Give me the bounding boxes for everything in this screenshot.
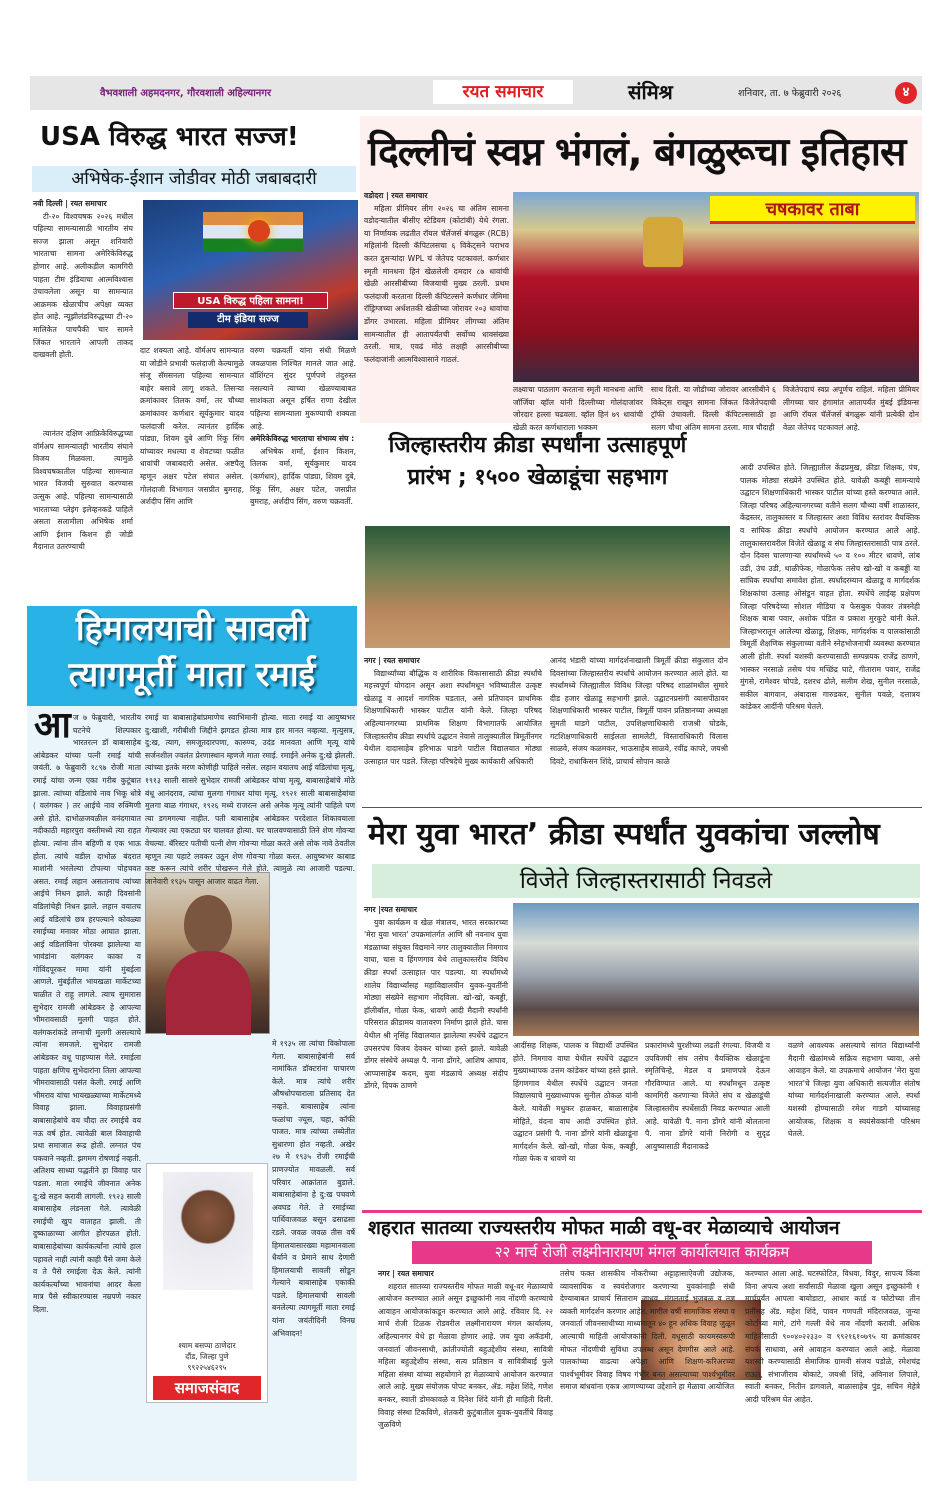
sports-col2-text: आनंद भंडारी यांच्या मार्गदर्शनाखाली त्रिमूर्ती क्रीडा संकुलात दोन दिवसांच्या जिल्हास्तरीय स्पर्धांचे आयोजन करण्यात आले होते. या स्पर्धांमध्ये जिल्ह्यातील विविध जिल्हा परिषद शाळांमधील सुमारे दीड हजार खेळाडू सहभागी झाले. उद्घाटनप्रसंगी व्यासपीठावर शिक्षणाधिकारी भास्कर पाटील, त्रिमूर्ती पावन प्रतिष्ठानच्या अध्यक्षा सुमती घाडगे पाटील, उपशिक्षणाधिकारी राजश्री घोडके, गटशिक्षणाधिकारी साईलता सामलेटी, विस्ताराधिकारी विलास साळवे, संजय कळमकर, भाऊसाहेब साळवे, रवींद्र कापरे, जयश्री दिवटे, राधाकिसन शिंदे, प्राचार्य सोपान काळे xyxy=(550,656,728,766)
marriage-subhead: २२ मार्च रोजी लक्ष्मीनारायण मंगल कार्यालयात कार्यक्रम xyxy=(412,1241,872,1264)
usa-col1-text: टी-२० विश्वचषक २०२६ मधील पहिल्या सामन्यासाठी भारतीय संघ सज्ज झाला असून शनिवारी भारताचा सामना अमेरिकेविरुद्ध होणार आहे. अलीकडील कामगिरी पाहता टीम इंडियाचा आत्मविश्वास उंचावलेला असून या सामन्यात आक्रमक खेळाचीच अपेक्षा व्यक्त होत आहे. न्यूझीलंडविरुद्धच्या टी-२० मालिकेत पाचपैकी चार सामने जिंकत भारताने आपली ताकद दाखवली होती. xyxy=(33,211,133,360)
author-info xyxy=(147,1340,267,1373)
author-photo xyxy=(163,1172,253,1290)
ramai-dropcap: आ xyxy=(34,705,71,746)
mybharat-col2-text: आदींसह शिक्षक, पालक व विद्यार्थी उपस्थित होते. निमगाव वाघा येथील स्पर्धेचे उद्घाटन मुख्याध्यापक उत्तम कांडेकर यांच्या हस्ते झाले. हिंगणगाव येथील स्पर्धेचे उद्घाटन जनता विद्यालयाचे मुख्याध्यापक सुनील ठोकळ यांनी केले. यावेळी मधुकर हाळकर, बाळासाहेब मोहिते, वंदना वाघ आदी उपस्थित होते. उद्घाटन प्रसंगी पै. नाना डोंगरे यांनी खेळाडूंना मार्गदर्शन केले. खो-खो, गोळा फेक, कबड्डी, गोळा फेक व धावणे या xyxy=(513,1041,638,1164)
mybharat-col1 xyxy=(364,904,508,1214)
usa-col2 xyxy=(140,345,244,595)
marriage-col3-text: करण्यात आला आहे. घटस्फोटित, विधवा, विदुर, सापत्य किंवा विना अपत्य अशा सर्वांसाठी मेळावा खुला असून इच्छुकांनी १ मार्चपर्यंत आपला बायोडाटा, आधार कार्ड व फोटोच्या तीन प्रतींसह ॲड. महेश शिंदे, पावन गणपती मंदिराजवळ, जुन्या कोर्टाच्या मागे, टांगे गल्ली येथे नाव नोंदणी करावी. अधिक माहितीसाठी ९००४०२२३३० व ९९२१६१०७९५ या क्रमांकावर संपर्क साधावा, असे आवाहन करण्यात आले आहे. मेळावा यशस्वी करण्यासाठी सेमाजिक ग्रामवी संजय पडोळे, रमेशचंद्र राऊत, संभाजीराव बोकाटे, जयश्री शिंदे, अविनाश लिपाले, स्वाती बनकर, नितीन डागवाले, बाळासाहेब पुंड, सचिन मेहेत्रे आदी परिश्रम घेत आहेत. xyxy=(745,1269,920,1404)
wpl-col2-text: लक्ष्याचा पाठलाग करताना स्मृती मानधना आणि जॉर्जिया व्हॉल यांनी दिल्लीच्या गोलंदाजांवर जोरदार हल्ला चढवला. व्हॉल हिनं ७९ धावांची खेळी करत कर्णधाराला भक्कम xyxy=(513,385,643,432)
sports-col3-text: आदी उपस्थित होते. जिल्ह्यातील केंद्रप्रमुख, क्रीडा शिक्षक, पंच, पालक मोठ्या संख्येने उपस्थित होते. यावेळी कबड्डी सामन्याचे उद्घाटन शिक्षणाधिकारी भास्कर पाटील यांच्या हस्ते करण्यात आले. जिल्हा परिषद अहिल्यानगरच्या वतीने सलग चौथ्या वर्षी शाळास्तर, केंद्रस्तर, तालुकास्तर व जिल्हास्तर अशा विविध स्तरांवर वैयक्तिक व सांघिक क्रीडा स्पर्धांचे आयोजन करण्यात आले आहे. तालुकास्तरावरील विजेते खेळाडू व संघ जिल्हास्तरासाठी पात्र ठरले. दोन दिवस चालणाऱ्या स्पर्धांमध्ये ५० व १०० मीटर धावणे, लांब उडी, उंच उडी, थाळीफेक, गोळाफेक तसेच खो-खो व कबड्डी या सांघिक स्पर्धांचा समावेश होता. स्पर्धांदरम्यान खेळाडू व मार्गदर्शक शिक्षकांचा उत्साह ओसंडून वाहत होता. स्पर्धेचे लाईव्ह प्रक्षेपण जिल्हा परिषदेच्या सोशल मीडिया व फेसबुक पेजवर तंत्रस्नेही शिक्षक बाबा पवार, अशोक पंडित व प्रकाश मुरकुटे यांनी केले. जिल्हाभरातून आलेल्या खेळाडू, शिक्षक, मार्गदर्शक व पालकांसाठी त्रिमूर्ती शैक्षणिक संकुलाच्या वतीने स्नेहभोजनाची व्यवस्था करण्यात आली होती. स्पर्धा यशस्वी करण्यासाठी सम्पन्नयक राजेंद्र ठाणगे, भास्कर नरसाळे तसेच पंच मच्छिंद्र घाटे, गीताराम पवार, राजेंद्र मुंगसे, रामेश्वर चोपडे, दशरथ ढोले, सलीम शेख, सुनील नरसाळे, सकील बागवान, अंबादास गारुडकर, सुनील पवळे, दत्तात्रय कांडेकर आदींनी परिश्रम घेतले. xyxy=(740,463,920,712)
mybharat-col2 xyxy=(513,1040,638,1215)
cricket-ball-icon xyxy=(248,220,270,242)
marriage-col2 xyxy=(560,1268,735,1483)
portrait-saree xyxy=(166,951,251,1035)
ramai-col2b-text: मे १९३५ ला त्यांचा विकोपाला गेला. बाबासाहेबांनी सर्व नामांकित डॉक्टरांना पाचारण केले. मात्र त्यांचे शरीर औषधोपचाराला प्रतिसाद देत नव्हते. बाबासाहेब त्यांना फळांचा ज्यूस, चहा, कॉफी पाजत. मात्र त्यांच्या तब्येतीत सुधारणा होत नव्हती. अखेर २७ मे १९३५ रोजी रमाईंची प्राणज्योत मावळली. सर्व परिवार आक्रांतात बुडाले. बाबासाहेबांना हे दु:ख पचवणे अवघड गेले. ते रमाईच्या पार्थिवाजवळ बसून ढसाढसा रडले. जवळ जवळ तीस वर्षे हिमालयासारख्या महामानवाला धैर्याने व प्रेमाने साथ देणारी हिमालयाची सावली सोडून गेल्याने बाबासाहेब एकाकी पडले. हिमालयाची सावली बनलेल्या त्यागमूर्ती माता रमाई यांना जयंतीदिनी विनम्र अभिवादन! xyxy=(272,1039,355,1338)
marriage-dateline: नगर | रयत समाचार xyxy=(378,1269,434,1278)
ramai-col1 xyxy=(33,712,141,1477)
mybharat-headline: मेरा युवा भारत’ क्रीडा स्पर्धांत युवकांचा जल्लोष xyxy=(368,817,880,852)
column-tag: समाजसंवाद xyxy=(153,1376,261,1400)
sports-col1-text: विद्यार्थ्यांच्या बौद्धिक व शारीरिक विकासासाठी क्रीडा स्पर्धांचे महत्त्वपूर्ण योगदान असून अशा स्पर्धांमधून भविष्यातील उत्कृष्ट खेळाडू व आदर्श नागरिक घडतात, असे प्रतिपादन प्राथमिक शिक्षणाधिकारी भास्कर पाटील यांनी केले. जिल्हा परिषद अहिल्यानगरच्या प्राथमिक शिक्षण विभागातर्फे आयोजित जिल्हास्तरीय क्रीडा स्पर्धांचे उद्घाटन नेवासे तालुक्यातील त्रिमूर्तीनगर येथील दादासाहेब हरिभाऊ घाडगे पाटील विद्यालयात मोठ्या उत्साहात पार पडले. जिल्हा परिषदेचे मुख्य कार्यकारी अधिकारी xyxy=(364,668,542,766)
wpl-col4 xyxy=(783,384,919,432)
squad-list: अभिषेक शर्मा, ईशान किशन, तिलक वर्मा, सूर्यकुमार यादव (कर्णधार), हार्दिक पांड्या, शिवम दुबे, रिंकू सिंग, अक्षर पटेल, जसप्रीत बुमराह, अर्शदीप सिंग, वरुण चक्रवर्ती. xyxy=(250,446,356,507)
portrait-face xyxy=(184,895,232,955)
wpl-dateline: वडोदरा | रयत समाचार xyxy=(364,191,428,200)
divider xyxy=(362,807,922,808)
usa-headline: USA विरुद्ध भारत सज्ज! xyxy=(40,122,299,152)
usa-col1b-text: त्यानंतर दक्षिण आफ्रिकेविरुद्धच्या वॉर्मअप सामन्यातही भारतीय संघाने विजय मिळवला. त्यामुळे विश्वचषकातील पहिल्या सामन्यात भारत विजयी सुरुवात करण्यास उत्सुक आहे. पहिल्या सामन्यासाठी भारताच्या प्लेइंग इलेव्हनकडे पाहिले असता सलामीला अभिषेक शर्मा आणि ईशान किशन ही जोडी मैदानात उतरण्याची xyxy=(33,429,133,552)
ramai-col2a-text: रमाई या बाबासाहेबांप्रमाणेच स्वाभिमानी होत्या. माता रमाई या आयुष्यभर दु:खाशी, गरीबीशी जिद्दीने झगडत होत्या मात्र हार मानत नव्हत्या. मृत्युसत्र, दु:ख, त्याग, समजूतदारपणा, कारुण्य, उदंड मानवता आणि मृत्यू यांचे सर्जनशील ज्वलंत प्रेरणास्थान म्हणजे माता रमाई. रमाईने अनेक दु:खे झेलली. त्यांच्या इतके मरण कोणीही पाहिले नसेल. लहान वयातच आई वडिलांचा मृत्यू, १९१३ साली सासरे सुभेदार रामजी आंबेडकर यांचा मृत्यू, बाबासाहेबांचे मोठे बंधू आनंदराव, त्यांचा मुलगा गंगाधर यांचा मृत्यू. १९२१ साली बाबासाहेबांचा मुलगा बाळ गंगाधर, १९२६ मध्ये राजरत्न असे अनेक मृत्यू त्यांनी पाहिले पण त्या डगमगल्या नाहीत. पती बाबासाहेब आंबेडकर परदेशात शिकावयाला गेल्यावर त्या एकट्या घर चालवत होत्या. घर चालवण्यासाठी तिने शेण गोवऱ्या वेचल्या. बॅरिस्टर पतीची पत्नी शेण गोवऱ्या गोळा करते असे लोक नावे ठेवतील म्हणून त्या पहाटे लवकर उठून शेण गोवऱ्या गोळा करत. आयुष्यभर काबाड कष्ट करून त्यांचे शरीर पोखरून गेले होते. त्यामुळे त्या आजारी पडल्या. जानेवारी १९३५ पासून आजार वाढत गेला. xyxy=(145,713,355,886)
trophy-icon xyxy=(643,217,683,267)
mybharat-col4 xyxy=(788,1040,920,1215)
usa-col2-text: दाट शक्यता आहे. वॉर्मअप सामन्यात या जोडीने प्रभावी फलंदाजी केल्यामुळे संजू सॅमसनला पहिल्या सामन्यात बाहेर बसावे लागू शकते. तिसऱ्या क्रमांकावर तिलक वर्मा, तर चौथ्या क्रमांकावर कर्णधार सूर्यकुमार यादव फलंदाजी करेल. त्यानंतर हार्दिक पांड्या, शिवम दुबे आणि रिंकू सिंग यांच्यावर मधल्या व शेवटच्या फळीत धावांची जबाबदारी असेल. अष्टपैलू म्हणून अक्षर पटेल संघात असेल. गोलंदाजी विभागात जसप्रीत बुमराह, अर्शदीप सिंग आणि xyxy=(140,346,244,507)
ramai-headline xyxy=(27,606,357,706)
wpl-badge: चषकावर ताबा xyxy=(765,199,860,220)
page-number: ४ xyxy=(895,82,917,104)
ramai-headline-line1: हिमालयाची सावली xyxy=(75,609,309,649)
masthead: रयत समाचार xyxy=(433,80,573,104)
wpl-col1-text: महिला प्रीमियर लीग २०२६ चा अंतिम सामना वडोदऱ्यातील बीसीए स्टेडियम (कोटांबी) येथे रंगला. या निर्णायक लढतीत रॉयल चॅलेंजर्स बंगळुरू (RCB) महिलांनी दिल्ली कॅपिटलसचा ६ विकेट्सने पराभव करत दुसऱ्यांदा WPL चं जेतेपद पटकावलं. कर्णधार स्मृती मानधना हिनं खेळलेली दमदार ८७ धावांची खेळी आरसीबीच्या विजयाची मुख्य ठरली. प्रथम फलंदाजी करताना दिल्ली कॅपिटल्सने कर्णधार जेमिमा रॉड्रिग्जच्या अर्धशतकी खेळीच्या जोरावर २०३ धावांचा डोंगर उभारला. महिला प्रीमियर लीगच्या अंतिम सामन्यातील ही आतापर्यंतची सर्वोच्च धावसंख्या ठरली. मात्र, एवढं मोठं लक्षही आरसीबीच्या फलंदाजांनी आत्मविश्वासाने गाठलं. xyxy=(364,203,509,364)
usa-subhead: अभिषेक-ईशान जोडीवर मोठी जबाबदारी xyxy=(32,166,356,192)
author-phone: ९९२२५४६२९५ xyxy=(187,1363,227,1372)
ramai-headline-line2: त्यागमूर्ती माता रमाई xyxy=(68,655,316,695)
wpl-headline: दिल्लीचं स्वप्न भंगलं, बंगळुरूचा इतिहास xyxy=(368,130,906,175)
mybharat-col1-text: युवा कार्यक्रम व खेळ मंत्रालय, भारत सरकारच्या 'मेरा युवा भारत' उपक्रमांतर्गत आणि श्री नवनाथ युवा मंडळाच्या संयुक्त विद्यमाने नगर तालुक्यातील निमगाव वाघा, चास व हिंगणगाव येथे तालुकास्तरीय विविध क्रीडा स्पर्धा उत्साहात पार पडल्या. या स्पर्धांमध्ये शालेय विद्यार्थ्यांसह महाविद्यालयीन युवक-युवतींनी मोठ्या संख्येने सहभाग नोंदविला. खो-खो, कबड्डी, हॉलीबॉल, गोळा फेक, धावणे आदी मैदानी स्पर्धांनी परिसरात क्रीडामय वातावरण निर्माण झाले होते. चास येथील श्री नृसिंह विद्यालयात झालेल्या स्पर्धेचे उद्घाटन उपसरपंच विजय देवकर यांच्या हस्ते झाले. यावेळी डोंगर संस्थेचे अध्यक्ष पै. नाना डोंगरे, आशिष आघाव, आप्पासाहेब कदम, युवा मंडळाचे अध्यक्ष संदीप डोंगरे, दिपक ठाणगे xyxy=(364,917,508,1091)
pink-divider xyxy=(362,1210,922,1213)
usa-col1b xyxy=(33,428,133,596)
wpl-col1 xyxy=(364,190,509,420)
tagline: वैभवशाली अहमदनगर, गौरवशाली अहिल्यानगर xyxy=(100,88,272,99)
mybharat-col4-text: वळणे आवश्यक असल्याचे सांगत विद्यार्थ्यांनी मैदानी खेळांमध्ये सक्रिय सहभाग घ्यावा, असे आवाहन केले. या उपक्रमाचे आयोजन 'मेरा युवा भारत'चे जिल्हा युवा अधिकारी सत्यजीत संतोष यांच्या मार्गदर्शनाखाली करण्यात आले. स्पर्धा यशस्वी होण्यासाठी रमेश गाडगे यांच्यासह आयोजक, शिक्षक व स्वयंसेवकांनी परिश्रम घेतले. xyxy=(788,1041,920,1139)
sports-col2 xyxy=(550,655,728,805)
wpl-col3 xyxy=(651,384,776,432)
mybharat-col3-text: प्रकारांमध्ये चुरशीच्या लढती रंगल्या. विजयी व उपविजयी संघ तसेच वैयक्तिक खेळाडूंना स्मृतिचिन्हे, मेडल व प्रमाणपत्रे देऊन गौरविण्यात आले. या स्पर्धांमधून उत्कृष्ट कामगिरी करणाऱ्या विजेते संघ व खेळाडूंची जिल्हास्तरीय स्पर्धेसाठी निवड करण्यात आली आहे. यावेळी पै. नाना डोंगरे यांनी बोलताना पै. नाना डोंगरे यांनी निरोगी व सुदृढ आयुष्यासाठी मैदानाकडे xyxy=(645,1041,770,1151)
usa-dateline: नवी दिल्ली | रयत समाचार xyxy=(33,199,107,208)
section-name: संमिश्र xyxy=(628,80,673,104)
sports-headline-line2: प्रारंभ ; १५०० खेळाडूंचा सहभाग xyxy=(407,465,668,490)
ramai-col2b xyxy=(272,1038,355,1478)
marriage-headline: शहरात सातव्या राज्यस्तरीय मोफत माळी वधू-वर मेळाव्याचे आयोजन xyxy=(368,1217,840,1239)
usa-col3-text: वरुण चक्रवर्ती यांना संधी मिळणे जवळपास निश्चित मानले जात आहे. वॉशिंग्टन सुंदर पूर्णपणे तंदुरुस्त नसल्याने त्याच्या खेळण्याबाबत साशंकता असून हर्षित राणा देखील पहिल्या सामन्याला मुकण्याची शक्यता आहे. xyxy=(250,346,356,431)
usa-col1 xyxy=(33,198,133,426)
marriage-col2-text: तसेच फक्त शासकीय नोकरीच्या अट्टाहासाऐवजी उद्योजक, व्यावसायिक व स्वयंरोजगार करणाऱ्या युवकांनाही संधी देण्याबाबत प्राचार्य सिताराम जाधव, मंगलताई भुजबळ व तज्ञ व्यक्ती मार्गदर्शन करणार आहेत. मागील वर्षी सामाजिक संस्था व जनवार्ता जीवनसाथीच्या माध्यमातून ४० हून अधिक विवाह जुळून आल्याची माहिती आयोजकांनी दिली. वधूसाठी कायमस्वरूपी मोफत नोंदणीची सुविधा उपलब्ध असून देणगीस आले आहे. पालकांच्या वाढत्या अपेक्षा आणि शिक्षण-करिअरच्या पार्श्वभूमीवर विवाह विषय गंभीर बनत असल्याच्या पार्श्वभूमीवर समाज बांधवांना एकत्र आणण्याच्या उद्देशाने हा मेळावा आयोजित xyxy=(560,1269,735,1392)
squad-label: अमेरिकेविरुद्ध भारताचा संभाव्य संघ : xyxy=(250,434,355,444)
mybharat-dateline: नगर |रयत समाचार xyxy=(364,905,418,914)
marriage-col3 xyxy=(745,1268,920,1483)
author-name: श्याम बसप्पा ठाणेदार xyxy=(178,1341,236,1350)
wpl-col3-text: साथ दिली. या जोडीच्या जोरावर आरसीबीने ६ विकेट्स राखून सामना जिंकत विजेतेपदाची ट्रॉफी उंचावली. दिल्ली कॅपिटल्ससाठी हा सलग चौथा अंतिम सामना ठरला. मात्र चौदाही xyxy=(651,385,776,432)
usa-india-image xyxy=(143,200,358,340)
mybharat-subhead: विजेते जिल्हास्तरासाठी निवडले xyxy=(372,864,920,898)
image-caption-top: USA विरुद्ध पहिला सामना! xyxy=(173,292,328,309)
marriage-col1-text: शहरात सातव्या राज्यस्तरीय मोफत माळी वधू-वर मेळाव्याचे आयोजन करण्यात आले असून इच्छुकांनी नाव नोंदणी करण्याचे आवाहन आयोजकांकडून करण्यात आले आहे. रविवार दि. २२ मार्च रोजी टिळक रोडवरील लक्ष्मीनारायण मंगल कार्यालय, अहिल्यानगर येथे हा मेळावा होणार आहे. जय युवा अकॅडमी, जनवार्ता जीवनसाथी, क्रांतीज्योती बहुउद्देशीय संस्था, सावित्री महिला बहुउद्देशीय संस्था, सत्य प्रतिष्ठान व सावित्रीबाई फुले महिला संस्था यांच्या सहयोगाने हा मेळाव्याचे आयोजन करण्यात आले आहे. मुख्य संयोजक पोपट बनकर, ॲड. महेश शिंदे, गणेश बनकर, स्वाती डोमकावळे व दिनेश शिंदे यांनी ही माहिती दिली. विवाह संस्था टिकविणे, शेतकरी कुटुंबातील युवक-युवतींचे विवाह जुळविणे xyxy=(378,1281,553,1430)
author-place: दौंड, जिल्हा पुणे xyxy=(185,1352,229,1361)
sports-col3 xyxy=(740,462,920,802)
issue-date: शनिवार, ता. ७ फेब्रुवारी २०२६ xyxy=(738,88,842,99)
wpl-col4-text: विजेतेपदाचं स्वप्न अपूर्णच राहिलं. महिला प्रीमियर लीगच्या चार हंगामांत आतापर्यंत मुंबई इंडियन्स आणि रॉयल चॅलेंजर्स बंगळुरू यांनी प्रत्येकी दोन वेळा जेतेपद पटकावलं आहे. xyxy=(783,385,919,432)
mybharat-col3 xyxy=(645,1040,770,1215)
wpl-badge-box xyxy=(710,196,915,224)
usa-col3 xyxy=(250,345,356,595)
mybharat-winners-photo xyxy=(513,903,919,1036)
ramai-portrait xyxy=(145,872,270,1034)
ramai-col1-text: ज ७ फेब्रुवारी, भारतीय घटनेचे शिल्पकार भारतरत्न डॉ बाबासाहेब आंबेडकर यांच्या पत्नी रमाई यांची जयंती. ७ फेब्रुवारी १८९७ रोजी माता रमाई यांचा जन्म एका गरीब कुटूंबात झाला. त्यांच्या वडिलांचे नाव भिकू धोत्रे ( वलंगकर ) तर आईचे नाव रुक्मिणी असे होते. दाभोळजवळील वनंदगावात नदीकाठी महारपुरा वस्तीमध्ये त्या राहत होत्या. त्यांना तीन बहिणी व एक भाऊ होता. त्यांचे वडील दाभोळ बंदरात माशांनी भरलेल्या टोपल्या पोहचवत असत. रमाई लहान असतानाच त्यांच्या आईचे निधन झाले. काही दिवसांनी वडिलांचेही निधन झाले. लहान वयातच आई वडिलांचे छत्र हरपल्याने कोवळ्या रमाईच्या मनावर मोठा आघात झाला. आई वडिलांविना पोरक्या झालेल्या या भावंडांना वलंगकर काका व गोविंदपूरकर मामा यांनी मुंबईला आणले. मुंबईतील भायखळा मार्केटच्या चाळीत ते राहू लागले. त्याच सुमारास सुभेदार रामजी आंबेडकर हे आपल्या भीमरावसाठी मुलगी पाहत होते. वलंगकरांकडे लग्नाची मुलगी असल्याचे त्यांना समजले. सुभेदार रामजी आंबेडकर वधू पाहण्यास गेले. रमाईला पाहता क्षणिच सुभेदारांना तिला आपल्या भीमरावासाठी पसंत केली. रमाई आणि भीमराव यांचा भायखळ्याच्या मार्केटमध्ये विवाह झाला. विवाहाप्रसंगी बाबासाहेबांचे वय चौदा तर रमाईचे वय नऊ वर्ष होत. त्यावेळी बाल विवाहाची प्रथा समाजात रूढ होती. लग्नात पंच पकवाने नव्हती. झगमग रोषणाई नव्हती. अतिशय साध्या पद्धतीने हा विवाह पार पडला. माता रमाईंचे जीवनात अनेक दु:खे सहन करावी लागली. १९२३ साली बाबासाहेब लंडनला गेले. त्यावेळी रमाईची खुप वाताहत झाली. ती दुष्काळाच्या आगीत होरपळत होती. बाबासाहेबांच्या कार्यकर्त्यांना त्यांचे हाल पहावले नाही त्यांनी काही पैसे जमा केले व ते पैसे रमाईला देऊ केले. त्यांनी कार्यकर्त्यांच्या भावनांचा आदर केला मात्र पैसे स्वीकारण्यास नम्रपणे नकार दिला. xyxy=(33,713,141,1314)
sports-group-photo xyxy=(365,526,730,648)
image-caption-bottom: टीम इंडिया सज्ज xyxy=(188,312,308,328)
sports-col1 xyxy=(364,655,542,805)
wpl-col2 xyxy=(513,384,643,432)
sports-headline-line1: जिल्हास्तरीय क्रीडा स्पर्धांना उत्साहपूर्ण xyxy=(388,433,687,458)
marriage-col1 xyxy=(378,1268,553,1483)
sports-dateline: नगर | रयत समाचार xyxy=(364,656,420,665)
sports-headline xyxy=(365,430,710,494)
ramai-col2a xyxy=(145,712,355,886)
author-box xyxy=(146,1163,268,1403)
dropcap-space xyxy=(33,712,73,738)
